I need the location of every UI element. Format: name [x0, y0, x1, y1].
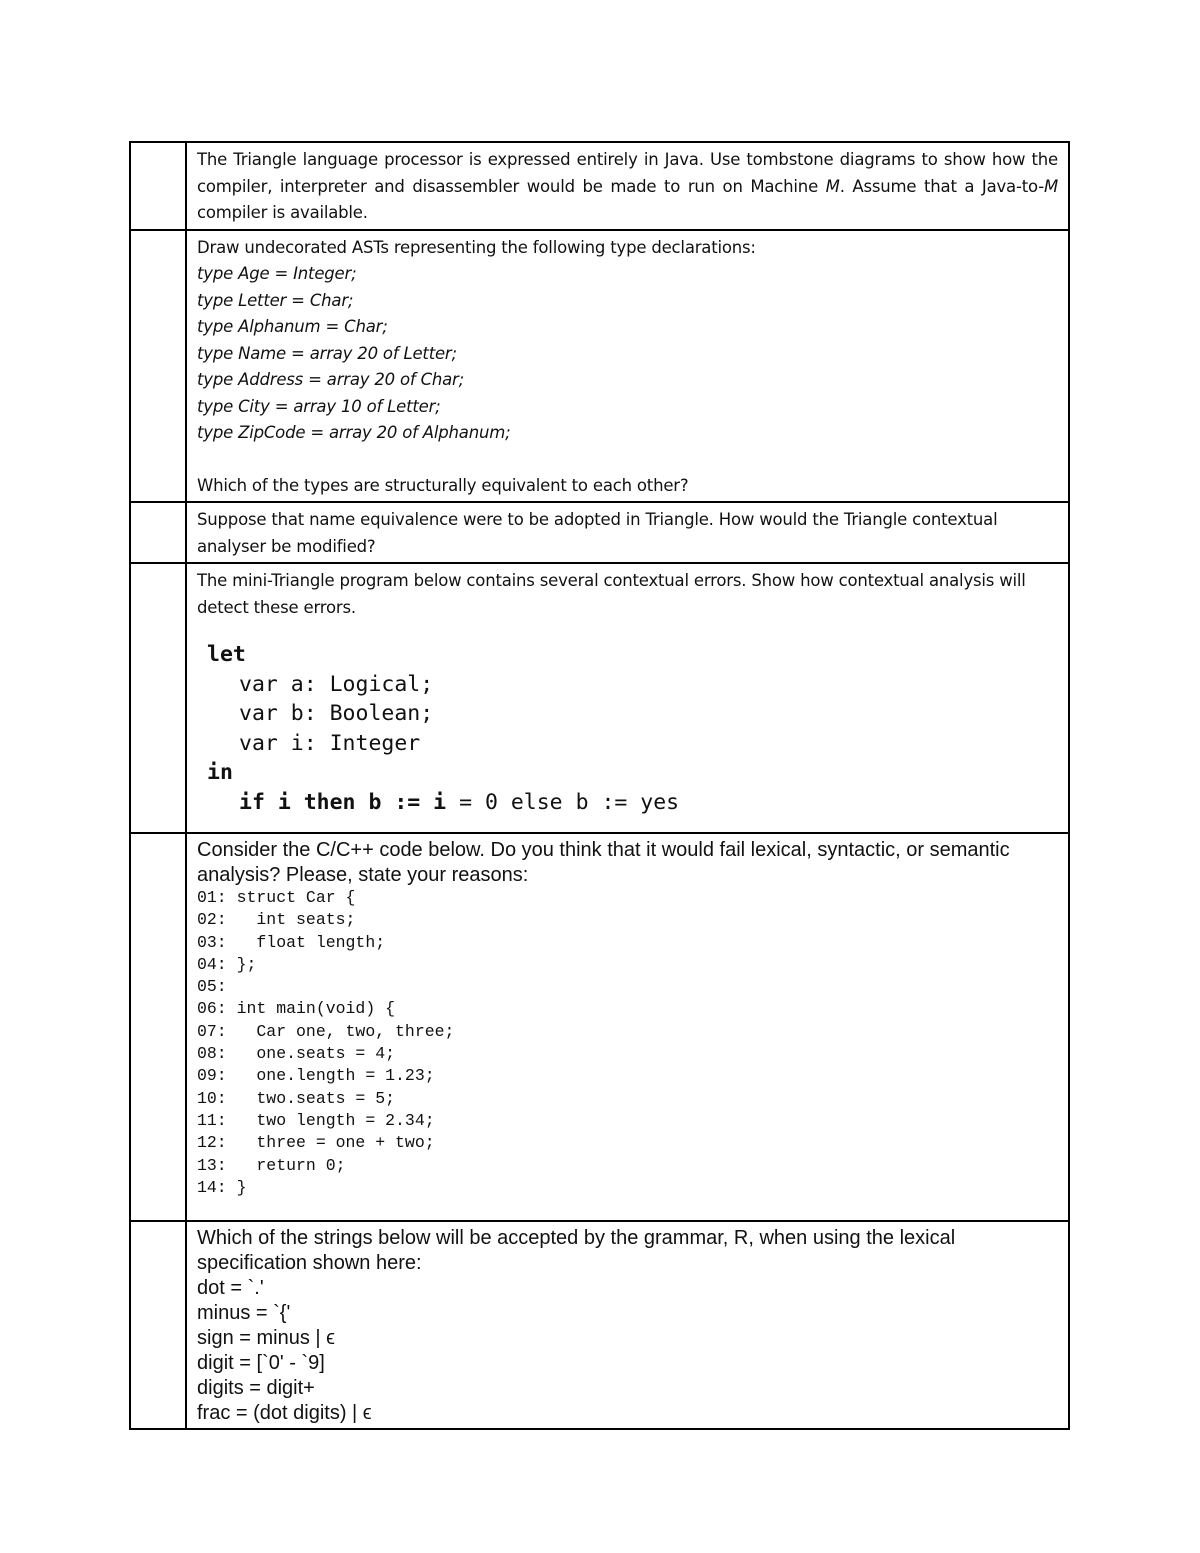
question-3-text: Suppose that name equivalence were to be adopted in Triangle. How would the Triangle contextual analyser be modified? [197, 510, 998, 556]
type-declaration: type Name = array 20 of Letter; [197, 343, 457, 363]
code-line: 14: } [197, 1177, 247, 1197]
code-line: 12: three = one + two; [197, 1133, 435, 1153]
question-number-cell [130, 563, 186, 833]
code-line: 07: Car one, two, three; [197, 1021, 455, 1041]
question-number-cell [130, 1221, 186, 1429]
code-line: if i then b := i = 0 else b := yes [239, 789, 680, 815]
code-keyword-in: in [207, 760, 233, 785]
question-row-1 [130, 142, 1069, 230]
spec-line: dot = `.' [197, 1277, 264, 1299]
question-cell [186, 230, 1069, 503]
spec-line: digits = digit+ [197, 1377, 315, 1399]
questions-table [129, 141, 1070, 1430]
spec-line: frac = (dot digits) | ϵ [197, 1402, 372, 1424]
question-cell [186, 502, 1069, 563]
question-number-cell [130, 230, 186, 503]
question-row-3 [130, 502, 1069, 563]
type-declaration: type ZipCode = array 20 of Alphanum; [197, 423, 511, 442]
type-declaration: type Age = Integer; [197, 264, 357, 283]
spec-line: digit = [`0' - `9] [197, 1352, 325, 1374]
question-cell [186, 833, 1069, 1221]
code-line: 06: int main(void) { [197, 999, 396, 1019]
code-line: var i: Integer [239, 730, 421, 756]
question-4-body [187, 564, 1068, 819]
question-cell [186, 1221, 1069, 1429]
type-declaration: type Letter = Char; [197, 290, 354, 310]
code-keyword-let: let [207, 642, 246, 667]
spec-line: sign = minus | ϵ [197, 1327, 335, 1349]
type-declaration: type Alphanum = Char; [197, 317, 388, 336]
question-2-body [187, 231, 1068, 502]
code-line: 13: return 0; [197, 1155, 346, 1175]
code-line: 04: }; [197, 954, 257, 974]
code-line: 01: struct Car { [197, 888, 356, 907]
code-line: 03: float length; [197, 932, 386, 952]
code-line: 09: one.length = 1.23; [197, 1066, 435, 1086]
type-declaration: type City = array 10 of Letter; [197, 396, 441, 416]
question-2-intro: Draw undecorated ASTs representing the following type declarations: [197, 237, 756, 257]
question-row-5 [130, 833, 1069, 1221]
question-row-2 [130, 230, 1069, 503]
code-line: var a: Logical; [239, 671, 434, 697]
spec-line: minus = `{' [197, 1302, 291, 1324]
question-number-cell [130, 833, 186, 1221]
code-line: var b: Boolean; [239, 701, 434, 726]
type-declaration: type Address = array 20 of Char; [197, 370, 465, 389]
question-number-cell [130, 142, 186, 230]
code-line: 10: two.seats = 5; [197, 1088, 396, 1108]
question-cell [186, 563, 1069, 833]
question-2-question: Which of the types are structurally equivalent to each other? [197, 475, 689, 495]
question-6-intro: Which of the strings below will be accepted by the grammar, R, when using the lexical specification shown here: [197, 1227, 956, 1274]
question-6-body [187, 1222, 1068, 1428]
code-line: 02: int seats; [197, 910, 356, 930]
mini-triangle-program [197, 640, 1058, 817]
code-line: 08: one.seats = 4; [197, 1044, 396, 1064]
question-row-6 [130, 1221, 1069, 1429]
question-number-cell [130, 502, 186, 563]
question-4-intro: The mini-Triangle program below contains several contextual errors. Show how contextual analysis will detect these errors. [197, 571, 1026, 617]
code-line: 05: [197, 977, 227, 997]
code-line: 11: two length = 2.34; [197, 1110, 435, 1130]
c-code-listing [197, 887, 1058, 1199]
question-1-text: The Triangle language processor is expressed entirely in Java. Use tombstone diagrams to show how the compiler, interpreter and disassembler would be made to run on Machine M. Assume that a Java-to-M compiler is available. [197, 150, 1058, 222]
question-row-4 [130, 563, 1069, 833]
question-5-intro: Consider the C/C++ code below. Do you think that it would fail lexical, syntactic, or semantic analysis? Please, state your reasons: [197, 839, 1010, 886]
question-5-body [187, 834, 1068, 1201]
question-cell [186, 142, 1069, 230]
